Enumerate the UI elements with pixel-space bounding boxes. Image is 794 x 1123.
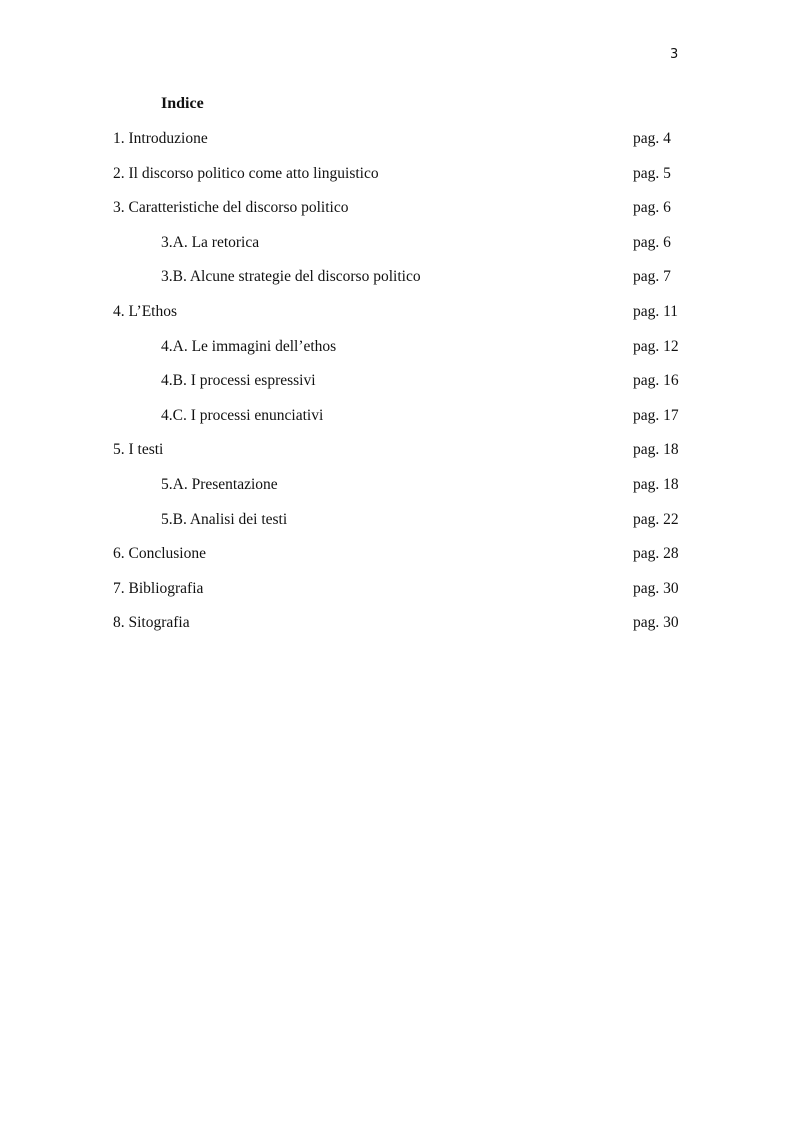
toc-entry-discorso-politico-atto-linguistico[interactable] — [0, 164, 794, 199]
toc-entry-label: 4.A. Le immagini dell’ethos — [161, 337, 337, 355]
toc-entry-label: 3.A. La retorica — [161, 233, 260, 251]
toc-entry-page: pag. 17 — [633, 406, 679, 424]
page-number: 3 — [670, 47, 679, 62]
toc-entry-page: pag. 30 — [633, 614, 679, 632]
toc-entry-processi-enunciativi[interactable] — [0, 406, 794, 441]
toc-entry-label: 6. Conclusione — [113, 545, 206, 563]
toc-entry-label: 7. Bibliografia — [113, 579, 204, 597]
toc-entry-page: pag. 16 — [633, 372, 679, 390]
toc-entry-retorica[interactable] — [0, 233, 794, 268]
toc-entry-testi[interactable] — [0, 440, 794, 475]
toc-entry-page: pag. 18 — [633, 475, 679, 493]
toc-entry-label: 2. Il discorso politico come atto linguistico — [113, 164, 379, 182]
toc-entry-label: 8. Sitografia — [113, 614, 190, 632]
table-of-contents — [0, 129, 794, 648]
toc-entry-analisi-testi[interactable] — [0, 510, 794, 545]
toc-entry-page: pag. 11 — [633, 302, 679, 320]
toc-entry-strategie[interactable] — [0, 267, 794, 302]
toc-entry-page: pag. 7 — [633, 268, 671, 286]
toc-entry-page: pag. 5 — [633, 164, 671, 182]
toc-title: Indice — [161, 95, 204, 112]
toc-entry-label: 5. I testi — [113, 441, 164, 459]
toc-entry-bibliografia[interactable] — [0, 579, 794, 614]
toc-entry-introduzione[interactable] — [0, 129, 794, 164]
toc-entry-sitografia[interactable] — [0, 613, 794, 648]
toc-entry-page: pag. 12 — [633, 337, 679, 355]
toc-entry-page: pag. 6 — [633, 199, 671, 217]
toc-entry-label: 5.B. Analisi dei testi — [161, 510, 288, 528]
toc-entry-page: pag. 6 — [633, 233, 671, 251]
toc-entry-label: 4.C. I processi enunciativi — [161, 406, 324, 424]
toc-entry-page: pag. 30 — [633, 579, 679, 597]
toc-entry-immagini-ethos[interactable] — [0, 337, 794, 372]
toc-entry-label: 5.A. Presentazione — [161, 475, 278, 493]
toc-entry-page: pag. 18 — [633, 441, 679, 459]
toc-entry-page: pag. 28 — [633, 545, 679, 563]
toc-entry-label: 4.B. I processi espressivi — [161, 372, 316, 390]
toc-entry-caratteristiche[interactable] — [0, 198, 794, 233]
toc-entry-page: pag. 4 — [633, 130, 671, 147]
toc-entry-label: 1. Introduzione — [113, 130, 208, 147]
toc-entry-processi-espressivi[interactable] — [0, 371, 794, 406]
toc-entry-label: 3.B. Alcune strategie del discorso politico — [161, 268, 421, 286]
toc-entry-conclusione[interactable] — [0, 544, 794, 579]
toc-entry-ethos[interactable] — [0, 302, 794, 337]
toc-entry-label: 4. L’Ethos — [113, 302, 178, 320]
toc-entry-label: 3. Caratteristiche del discorso politico — [113, 199, 349, 217]
toc-entry-page: pag. 22 — [633, 510, 679, 528]
toc-entry-presentazione[interactable] — [0, 475, 794, 510]
